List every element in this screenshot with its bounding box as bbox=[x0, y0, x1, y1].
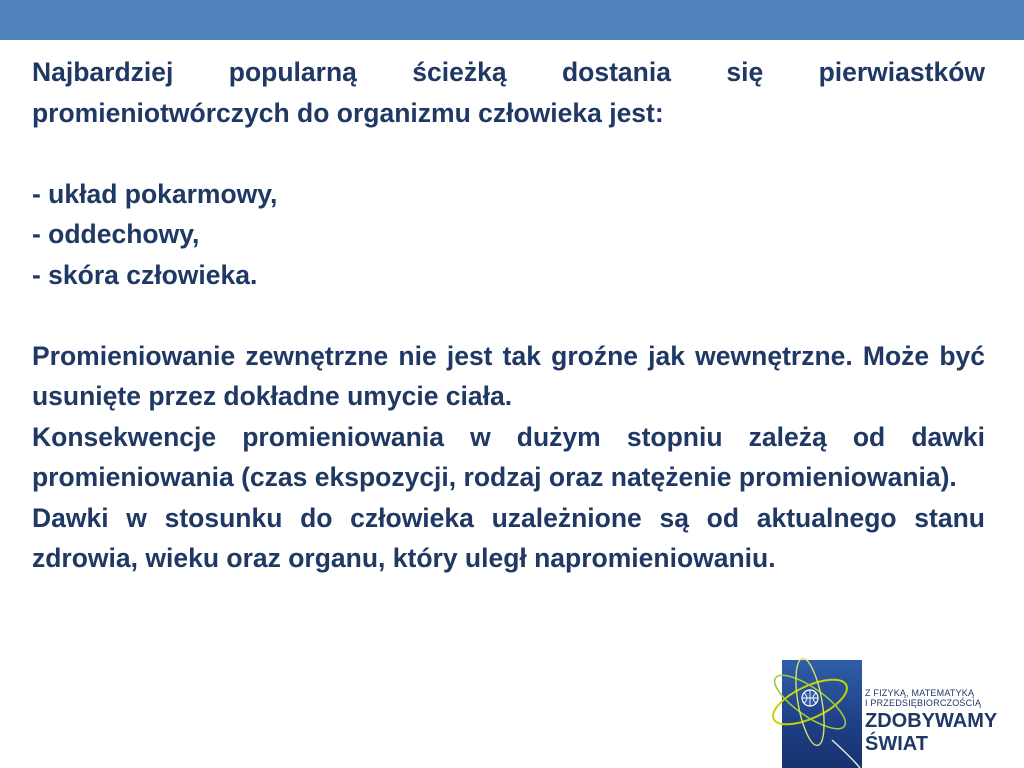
logo-tagline-line: I PRZEDSIĘBIORCZOŚCIĄ bbox=[865, 698, 982, 708]
spacer bbox=[32, 295, 985, 336]
body-paragraph: Promieniowanie zewnętrzne nie jest tak groźne jak wewnętrzne. Może być usunięte przez dokładne umycie ciała. bbox=[32, 340, 985, 411]
list-item: - skóra człowieka. bbox=[32, 259, 258, 290]
project-logo bbox=[772, 640, 1024, 768]
body-paragraph: Konsekwencje promieniowania w dużym stopniu zależą od dawki promieniowania (czas ekspozycji, rodzaj oraz natężenie promieniowania). bbox=[32, 421, 985, 492]
logo-brand bbox=[865, 710, 997, 756]
logo-brand-line: ŚWIAT bbox=[865, 733, 928, 755]
top-bar bbox=[0, 0, 1024, 40]
logo-brand-line: ZDOBYWAMY bbox=[865, 710, 998, 732]
list-item: - oddechowy, bbox=[32, 219, 200, 249]
body-paragraph: Dawki w stosunku do człowieka uzależnione są od aktualnego stanu zdrowia, wieku oraz organu, który uległ napromieniowaniu. bbox=[32, 502, 985, 573]
list-item: - układ pokarmowy, bbox=[32, 178, 278, 209]
spacer bbox=[32, 133, 985, 174]
slide-content bbox=[32, 52, 985, 579]
logo-tagline-line: Z FIZYKĄ, MATEMATYKĄ bbox=[865, 688, 975, 698]
logo-tagline bbox=[865, 688, 981, 708]
intro-paragraph: Najbardziej popularną ścieżką dostania się pierwiastków promieniotwórczych do organizmu człowieka jest: bbox=[32, 57, 985, 128]
